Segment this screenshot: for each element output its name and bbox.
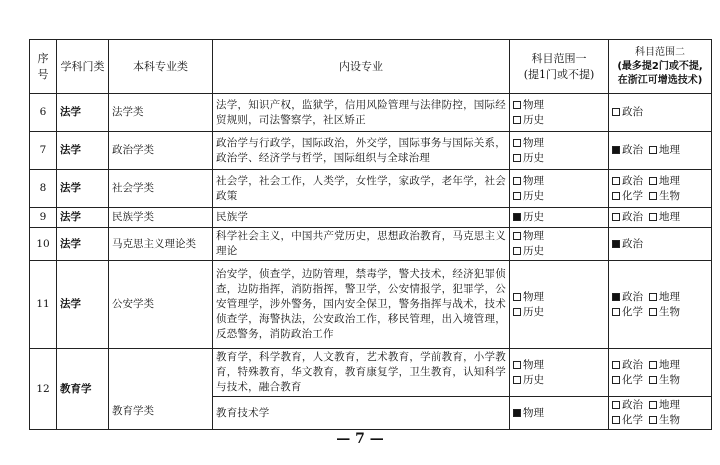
cell-seq: 8 <box>30 170 57 208</box>
unchecked-box-icon <box>513 154 521 162</box>
cell-majors: 治安学，侦查学，边防管理，禁毒学，警犬技术，经济犯罪侦查，边防指挥，消防指挥，警卫学，公安情报学，犯罪学，公安管理学，涉外警务，国内安全保卫，警务指挥与战术，技术侦查学，海警执法，公安政治工作，移民管理，出入境管理，反恐警务，消防政治工作 <box>213 261 510 349</box>
range2-option <box>612 359 643 371</box>
range2-option-label: 生物 <box>659 414 680 426</box>
unchecked-box-icon <box>612 308 620 316</box>
range2-option <box>649 414 680 426</box>
range2-option-label: 地理 <box>659 211 680 223</box>
range2-option <box>649 175 680 187</box>
cell-majors: 教育技术学 <box>213 397 510 430</box>
range2-option <box>612 106 643 118</box>
range2-line <box>612 210 708 225</box>
range2-option-label: 政治 <box>622 106 643 118</box>
cell-seq: 11 <box>30 261 57 349</box>
cell-range2 <box>609 349 712 397</box>
range1-option-label: 物理 <box>523 230 544 242</box>
range2-option <box>649 399 680 411</box>
range2-option <box>649 211 680 223</box>
subject-requirements-table <box>29 39 712 430</box>
cell-majors: 政治学与行政学，国际政治，外交学，国际事务与国际关系，政治学、经济学与哲学，国际组织与全球治理 <box>213 132 510 170</box>
cell-range2 <box>609 261 712 349</box>
range2-option-label: 政治 <box>622 144 643 156</box>
range2-option-label: 地理 <box>659 174 680 187</box>
range2-line <box>612 189 708 204</box>
range2-line <box>612 373 708 388</box>
range1-option-label: 物理 <box>523 290 544 303</box>
cell-majors: 法学，知识产权，监狱学，信用风险管理与法律防控，国际经贸规则，司法警察学，社区矫正 <box>213 94 510 132</box>
range1-option <box>513 151 605 166</box>
range2-option-label: 化学 <box>622 189 643 202</box>
range2-option <box>612 374 643 386</box>
cell-category: 法学 <box>57 261 109 349</box>
range2-option-label: 政治 <box>622 290 643 303</box>
header-major-class: 本科专业类 <box>109 40 213 94</box>
cell-major-class: 公安学类 <box>109 261 213 349</box>
cell-major-class: 政治学类 <box>109 132 213 170</box>
unchecked-box-icon <box>649 213 657 221</box>
table-body <box>30 94 712 430</box>
range2-option-label: 政治 <box>622 358 643 371</box>
range2-option <box>612 306 643 318</box>
range1-option-label: 物理 <box>523 98 544 111</box>
range2-line <box>612 237 708 252</box>
unchecked-box-icon <box>612 376 620 384</box>
checked-box-icon <box>513 213 521 221</box>
range1-option <box>513 373 605 388</box>
cell-range1 <box>510 170 609 208</box>
range1-option-label: 历史 <box>523 151 544 164</box>
range2-option <box>612 190 643 202</box>
table-row <box>30 228 712 261</box>
range1-option <box>513 210 605 225</box>
range1-option-label: 历史 <box>523 305 544 318</box>
cell-category: 教育学 <box>57 349 109 430</box>
range2-line <box>612 358 708 373</box>
range1-option-label: 物理 <box>523 136 544 149</box>
checked-box-icon <box>513 409 521 417</box>
cell-range1 <box>510 228 609 261</box>
cell-range1 <box>510 397 609 430</box>
range1-option <box>513 290 605 305</box>
range1-option <box>513 406 605 421</box>
range2-option-label: 生物 <box>659 373 680 386</box>
range1-option-label: 物理 <box>523 406 544 419</box>
cell-seq: 7 <box>30 132 57 170</box>
cell-category: 法学 <box>57 228 109 261</box>
unchecked-box-icon <box>513 361 521 369</box>
table-row <box>30 349 712 397</box>
range2-option-label: 生物 <box>659 305 680 318</box>
unchecked-box-icon <box>612 401 620 409</box>
range2-option <box>612 238 643 250</box>
range2-option-label: 地理 <box>659 290 680 303</box>
page-number: — 7 — <box>336 431 384 447</box>
header-category: 学科门类 <box>57 40 109 94</box>
header-range2-title: 科目范围二 <box>635 46 685 58</box>
range1-option <box>513 189 605 204</box>
range2-option <box>612 211 643 223</box>
unchecked-box-icon <box>513 247 521 255</box>
range2-option-label: 化学 <box>622 373 643 386</box>
range1-option <box>513 305 605 320</box>
cell-seq: 12 <box>30 349 57 430</box>
range2-option <box>612 414 643 426</box>
range1-option-label: 历史 <box>523 189 544 202</box>
range1-option <box>513 229 605 244</box>
cell-category: 法学 <box>57 208 109 228</box>
cell-range1 <box>510 349 609 397</box>
range1-option <box>513 98 605 113</box>
range2-option <box>649 359 680 371</box>
unchecked-box-icon <box>612 177 620 185</box>
table-row <box>30 261 712 349</box>
table-row <box>30 132 712 170</box>
range2-option-label: 地理 <box>659 399 680 411</box>
cell-range2 <box>609 397 712 430</box>
range2-option <box>649 291 680 303</box>
range2-option-label: 政治 <box>622 399 643 411</box>
range2-line <box>612 398 708 413</box>
header-range2-note1: (最多提2门或不提, <box>617 60 703 72</box>
table-row <box>30 170 712 208</box>
range2-option-label: 地理 <box>659 144 680 156</box>
cell-range2 <box>609 228 712 261</box>
header-row <box>30 40 712 94</box>
cell-range2 <box>609 170 712 208</box>
cell-majors: 民族学 <box>213 208 510 228</box>
checked-box-icon <box>612 146 620 154</box>
range2-option <box>649 306 680 318</box>
cell-major-class: 马克思主义理论类 <box>109 228 213 261</box>
header-range1-title: 科目范围一 <box>531 51 587 65</box>
cell-major-class: 社会学类 <box>109 170 213 208</box>
header-range1 <box>510 40 609 94</box>
range2-option <box>612 291 643 303</box>
range1-option-label: 历史 <box>523 211 544 223</box>
range2-option-label: 政治 <box>622 211 643 223</box>
unchecked-box-icon <box>612 361 620 369</box>
cell-range2 <box>609 132 712 170</box>
header-range2 <box>609 40 712 94</box>
range2-option <box>649 374 680 386</box>
cell-majors: 社会学，社会工作，人类学，女性学，家政学，老年学，社会政策 <box>213 170 510 208</box>
cell-majors: 科学社会主义，中国共产党历史，思想政治教育，马克思主义理论 <box>213 228 510 261</box>
unchecked-box-icon <box>612 192 620 200</box>
unchecked-box-icon <box>513 376 521 384</box>
checked-box-icon <box>612 240 620 248</box>
unchecked-box-icon <box>513 308 521 316</box>
range1-option-label: 历史 <box>523 373 544 386</box>
cell-range1 <box>510 132 609 170</box>
range1-option-label: 历史 <box>523 113 544 126</box>
cell-range2 <box>609 94 712 132</box>
unchecked-box-icon <box>649 192 657 200</box>
unchecked-box-icon <box>612 416 620 424</box>
range2-option <box>612 399 643 411</box>
table-row <box>30 208 712 228</box>
range2-option-label: 政治 <box>622 174 643 187</box>
unchecked-box-icon <box>649 293 657 301</box>
unchecked-box-icon <box>649 376 657 384</box>
cell-seq: 9 <box>30 208 57 228</box>
unchecked-box-icon <box>649 361 657 369</box>
unchecked-box-icon <box>649 146 657 154</box>
range2-option <box>612 144 643 156</box>
range1-option <box>513 136 605 151</box>
header-majors: 内设专业 <box>213 40 510 94</box>
range1-option <box>513 174 605 189</box>
range2-option-label: 生物 <box>659 189 680 202</box>
cell-category: 法学 <box>57 94 109 132</box>
unchecked-box-icon <box>513 101 521 109</box>
range1-option-label: 历史 <box>523 245 544 257</box>
range2-option <box>649 144 680 156</box>
range2-line <box>612 290 708 305</box>
range2-option-label: 化学 <box>622 305 643 318</box>
unchecked-box-icon <box>649 177 657 185</box>
header-range1-note: (提1门或不提) <box>523 67 595 81</box>
cell-seq: 10 <box>30 228 57 261</box>
unchecked-box-icon <box>649 401 657 409</box>
range2-option-label: 政治 <box>622 237 643 250</box>
range2-line <box>612 105 708 120</box>
cell-category: 法学 <box>57 132 109 170</box>
cell-major-class: 法学类 <box>109 94 213 132</box>
range1-option-label: 物理 <box>523 358 544 371</box>
unchecked-box-icon <box>513 139 521 147</box>
table-row <box>30 94 712 132</box>
checked-box-icon <box>612 293 620 301</box>
cell-seq: 6 <box>30 94 57 132</box>
unchecked-box-icon <box>513 177 521 185</box>
range1-option-label: 物理 <box>523 174 544 187</box>
unchecked-box-icon <box>513 192 521 200</box>
cell-range1 <box>510 208 609 228</box>
range2-line <box>612 143 708 158</box>
range2-option-label: 地理 <box>659 358 680 371</box>
cell-majors: 教育学，科学教育，人文教育，艺术教育，学前教育，小学教育，特殊教育，华文教育，教育康复学，卫生教育，认知科学与技术，融合教育 <box>213 349 510 397</box>
range2-line <box>612 413 708 428</box>
cell-range1 <box>510 261 609 349</box>
unchecked-box-icon <box>649 308 657 316</box>
cell-range2 <box>609 208 712 228</box>
unchecked-box-icon <box>513 293 521 301</box>
cell-major-class: 教育学类 <box>109 349 213 430</box>
cell-major-class: 民族学类 <box>109 208 213 228</box>
unchecked-box-icon <box>612 213 620 221</box>
unchecked-box-icon <box>612 108 620 116</box>
range2-line <box>612 305 708 320</box>
range2-line <box>612 174 708 189</box>
unchecked-box-icon <box>649 416 657 424</box>
range2-option <box>649 190 680 202</box>
range2-option <box>612 175 643 187</box>
unchecked-box-icon <box>513 116 521 124</box>
range1-option <box>513 244 605 259</box>
range2-option-label: 化学 <box>622 414 643 426</box>
cell-category: 法学 <box>57 170 109 208</box>
header-range2-note2: 在浙江可增选技术) <box>617 74 703 86</box>
range1-option <box>513 113 605 128</box>
range1-option <box>513 358 605 373</box>
unchecked-box-icon <box>513 232 521 240</box>
header-seq: 序号 <box>30 40 57 94</box>
cell-range1 <box>510 94 609 132</box>
